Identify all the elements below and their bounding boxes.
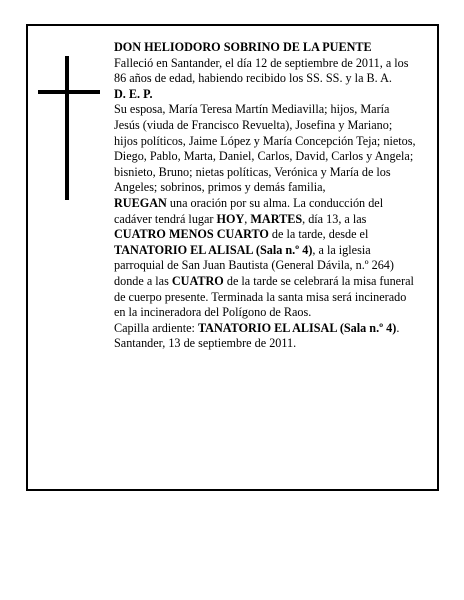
date-line: Santander, 13 de septiembre de 2011. (114, 336, 297, 351)
cross-horizontal-bar (38, 90, 100, 94)
family-list: Su esposa, María Teresa Martín Mediavilla; hijos, María Jesús (viuda de Francisco Revuelta), Josefina y Mariano; hijos políticos, Jaime López y María Concepción Teja; nietos, Diego, Pablo, Marta, Daniel, Carlos, David, Carlos y Angela; bisnieto, Bruno; nietas políticas, Verónica y María de los Angeles; sobrinos, primos y demás familia, (114, 102, 416, 195)
funeral-request: RUEGAN una oración por su alma. La conducción del cadáver tendrá lugar HOY, MARTES, día 13, a las CUATRO MENOS CUARTO de la tarde, desde el TANATORIO EL ALISAL (Sala n.º 4), a la iglesia parroquial de San Juan Bautista (General Dávila, n.º 264) donde a las CUATRO de la tarde se celebrará la misa funeral de cuerpo presente. Terminada la santa misa será incinerado en la incineradora del Polígono de Raos. (114, 195, 414, 320)
transfer-time: CUATRO MENOS CUARTO (114, 227, 269, 242)
obituary-notice (26, 24, 439, 491)
cross-vertical-bar (65, 56, 69, 200)
day-hoy: HOY (216, 211, 245, 226)
dep-line: D. E. P. (114, 86, 153, 101)
death-notice: Falleció en Santander, el día 12 de septiembre de 2011, a los 86 años de edad, habiendo recibido los SS. SS. y la B. A. (114, 55, 409, 86)
mass-time: CUATRO (171, 273, 224, 288)
ruegan-label: RUEGAN (114, 195, 167, 210)
obituary-text (114, 40, 418, 352)
cross-icon (38, 56, 100, 200)
funeral-home: TANATORIO EL ALISAL (Sala n.º 4) (114, 242, 313, 257)
deceased-name: DON HELIODORO SOBRINO DE LA PUENTE (114, 40, 372, 54)
chapel-place: TANATORIO EL ALISAL (Sala n.º 4) (197, 320, 397, 335)
chapel-line: Capilla ardiente: TANATORIO EL ALISAL (Sala n.º 4). (114, 320, 400, 335)
day-martes: MARTES (250, 211, 303, 226)
